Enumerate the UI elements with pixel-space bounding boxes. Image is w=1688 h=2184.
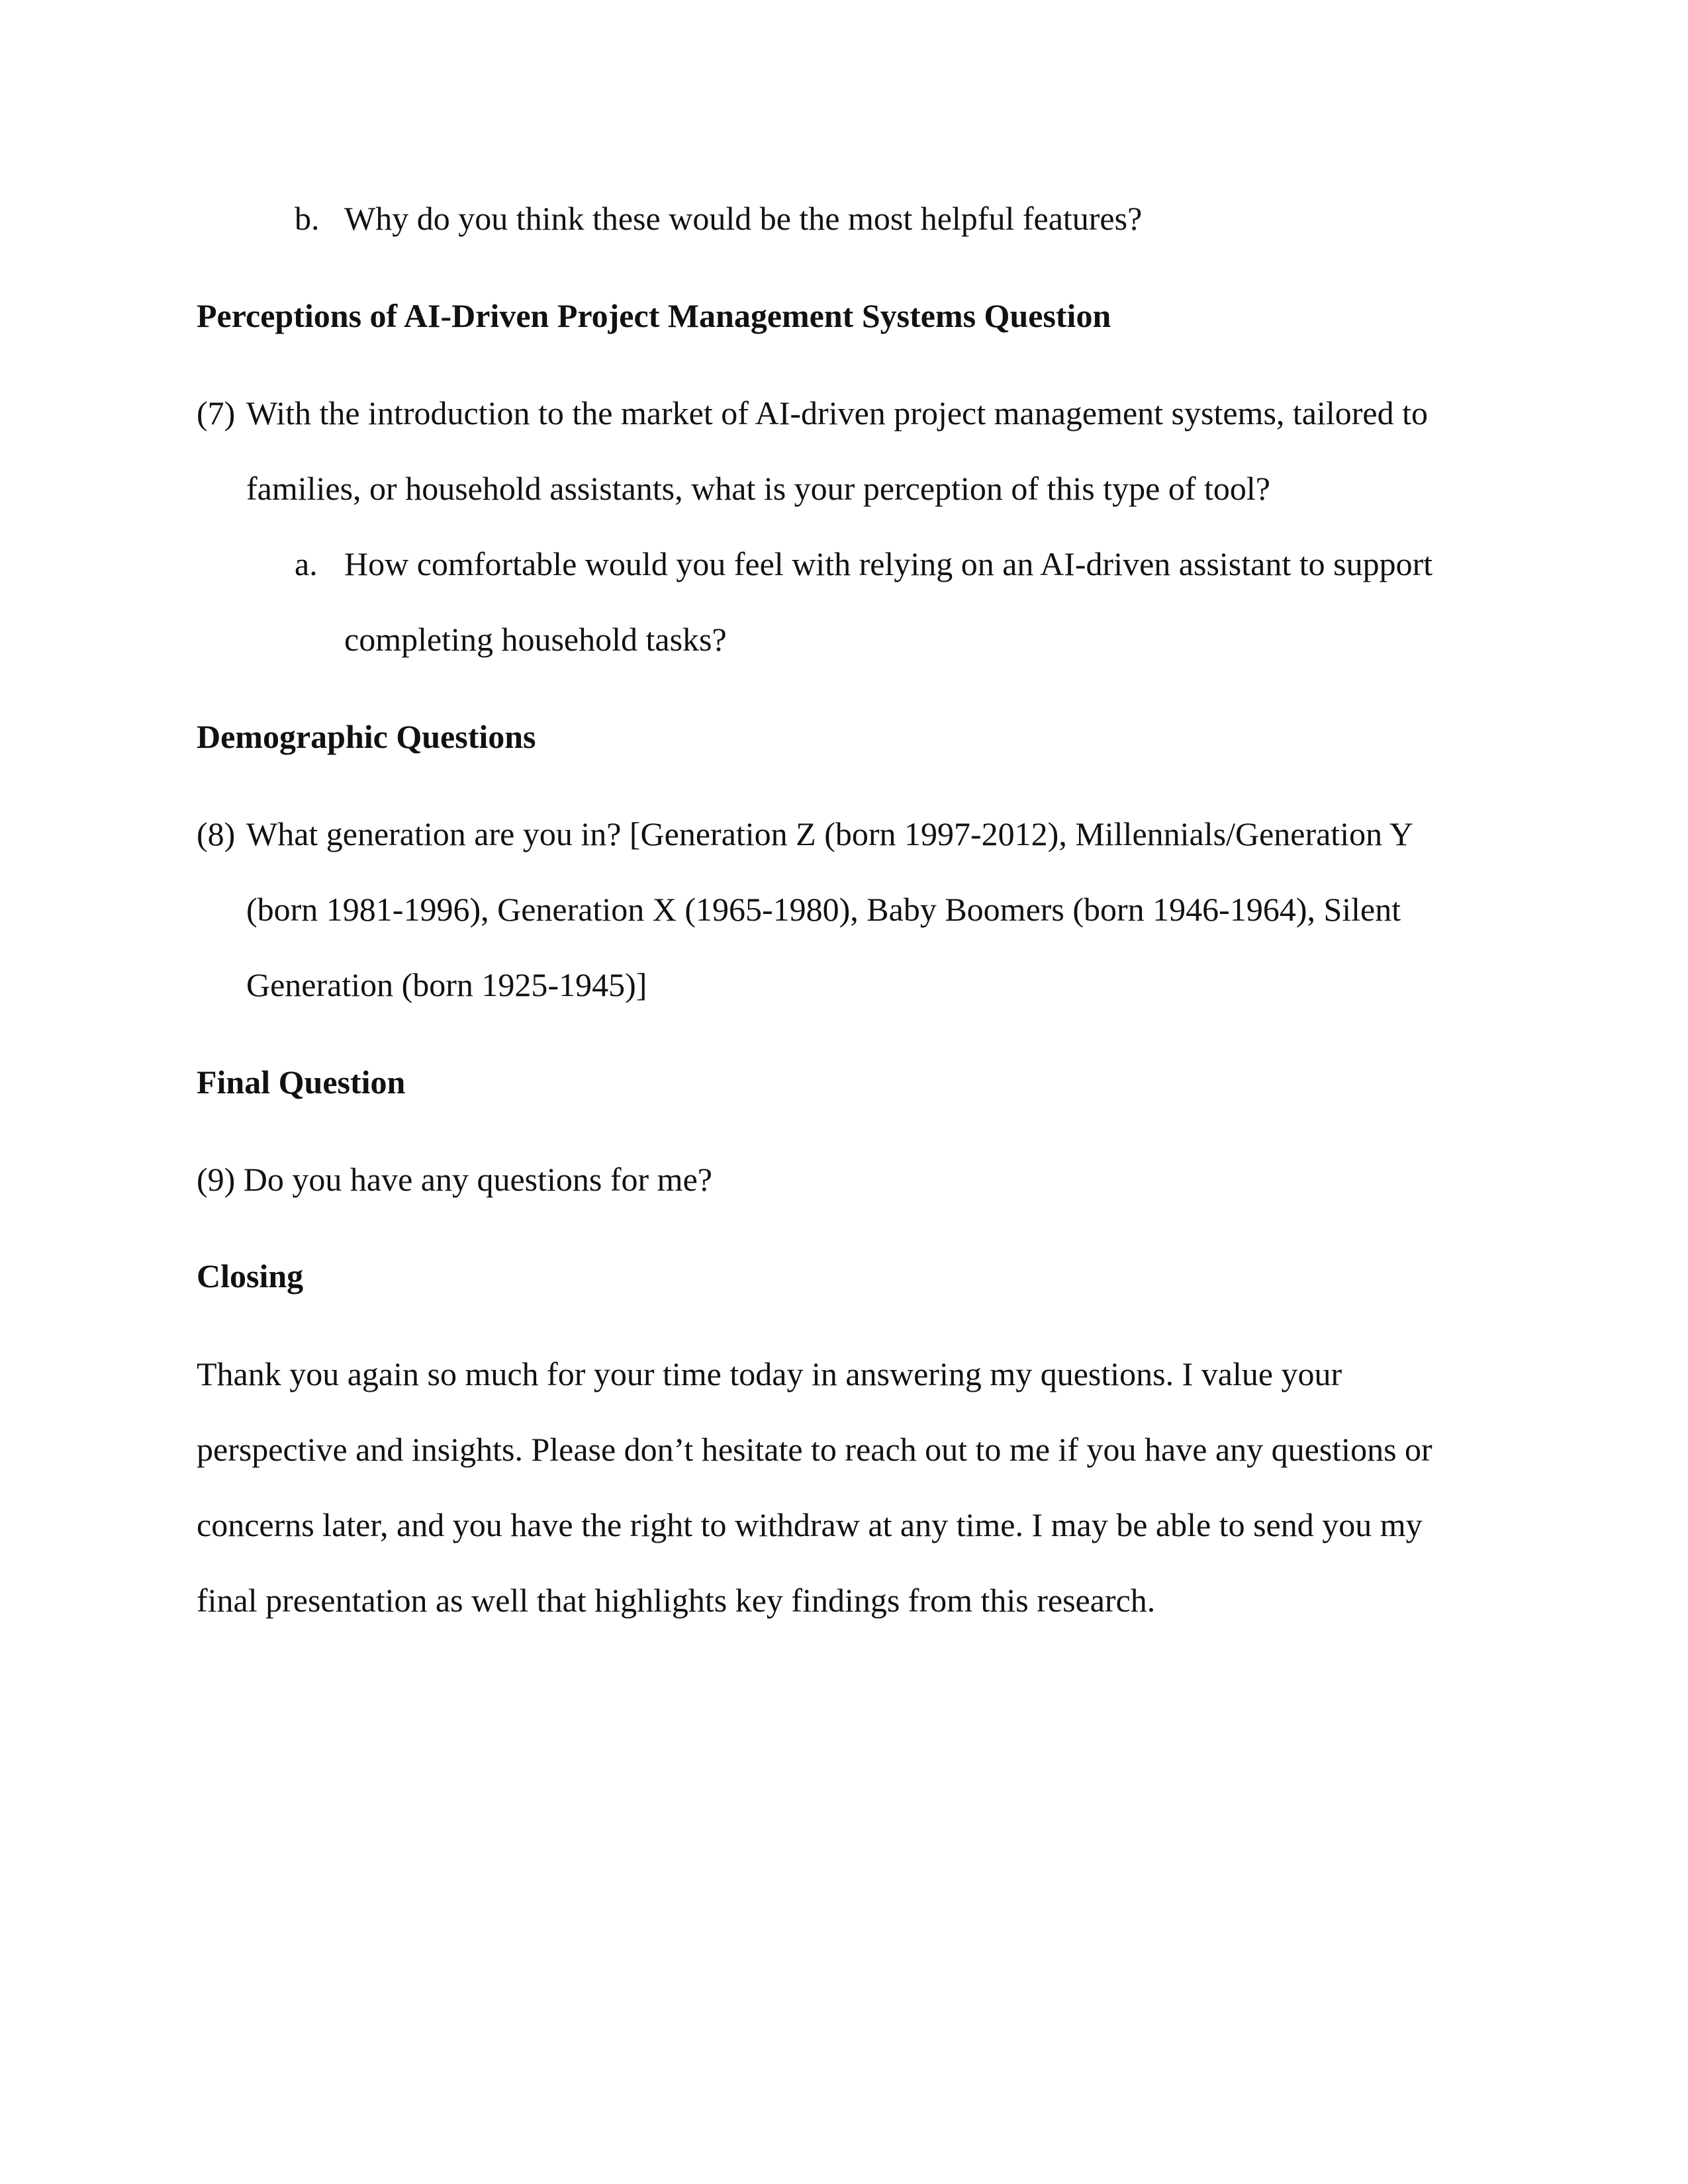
question-7a-line-1: How comfortable would you feel with relying on an AI-driven assistant to support xyxy=(344,545,1433,582)
section-heading-final: Final Question xyxy=(197,1064,406,1101)
question-8-line-3: Generation (born 1925-1945)] xyxy=(246,966,647,1003)
question-8-number: (8) xyxy=(197,815,236,852)
question-9-text: (9) Do you have any questions for me? xyxy=(197,1161,712,1198)
question-7a-line-2: completing household tasks? xyxy=(344,621,727,658)
question-7-line-2: families, or household assistants, what is your perception of this type of tool? xyxy=(246,470,1270,507)
question-8-line-1: What generation are you in? [Generation Z (born 1997-2012), Millennials/Generation Y xyxy=(246,815,1413,852)
section-heading-demographic: Demographic Questions xyxy=(197,718,536,755)
list-marker-b: b. xyxy=(295,200,320,237)
closing-paragraph-line-4: final presentation as well that highlights key findings from this research. xyxy=(197,1582,1156,1619)
question-7-number: (7) xyxy=(197,394,236,432)
closing-paragraph-line-3: concerns later, and you have the right to withdraw at any time. I may be able to send you my xyxy=(197,1506,1423,1543)
list-marker-a: a. xyxy=(295,545,318,582)
section-heading-perceptions: Perceptions of AI-Driven Project Management Systems Question xyxy=(197,297,1111,334)
section-heading-closing: Closing xyxy=(197,1257,304,1295)
closing-paragraph-line-2: perspective and insights. Please don’t hesitate to reach out to me if you have any questions or xyxy=(197,1431,1432,1468)
question-8-line-2: (born 1981-1996), Generation X (1965-1980), Baby Boomers (born 1946-1964), Silent xyxy=(246,891,1401,928)
closing-paragraph-line-1: Thank you again so much for your time today in answering my questions. I value your xyxy=(197,1355,1342,1392)
question-7-line-1: With the introduction to the market of AI-driven project management systems, tailored to xyxy=(246,394,1429,432)
item-b-text: Why do you think these would be the most helpful features? xyxy=(344,200,1143,237)
